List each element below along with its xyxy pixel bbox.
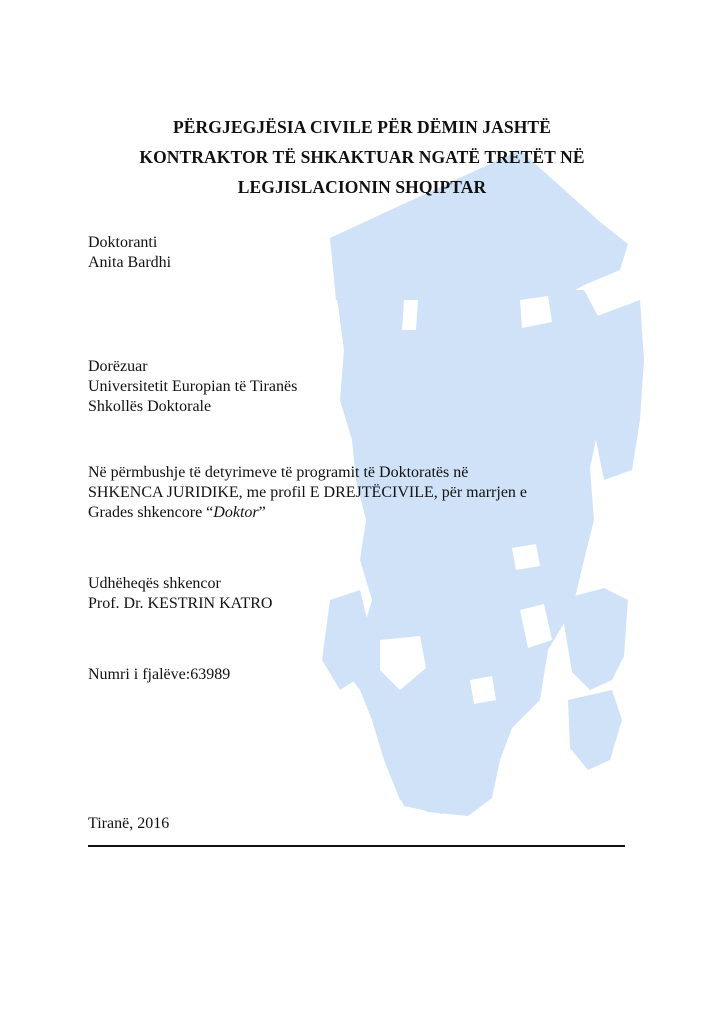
supervisor-block (88, 574, 272, 614)
fulfillment-statement (88, 463, 527, 523)
fulfillment-line-1: Në përmbushje të detyrimeve të programit të Doktoratës në (88, 464, 469, 481)
candidate-name: Anita Bardhi (88, 254, 172, 271)
submission-block (88, 357, 297, 417)
word-count-text: Numri i fjalëve:63989 (88, 666, 231, 683)
fulfillment-line-2: SHKENCA JURIDIKE, me profil E DREJTËCIVILE, për marrjen e (88, 484, 528, 501)
place-date (88, 814, 169, 834)
supervisor-name: Prof. Dr. KESTRIN KATRO (88, 595, 273, 612)
submitted-label: Dorëzuar (88, 358, 148, 375)
university-name: Universitetit Europian të Tiranës (88, 378, 298, 395)
degree-prefix: Grades shkencore “ (88, 504, 214, 521)
place-date-text: Tiranë, 2016 (88, 815, 170, 832)
degree-title: Doktor (213, 504, 259, 521)
candidate-block (88, 233, 171, 273)
title-line-3: LEGJISLACIONIN SHQIPTAR (237, 177, 487, 197)
document-title (60, 112, 664, 202)
title-line-2: KONTRAKTOR TË SHKAKTUAR NGATË TRETËT NË (139, 147, 585, 167)
degree-suffix: ” (258, 504, 266, 521)
school-name: Shkollës Doktorale (88, 398, 212, 415)
footer-divider (88, 845, 625, 847)
candidate-label: Doktoranti (88, 234, 158, 251)
fulfillment-line-3 (88, 503, 527, 523)
supervisor-label: Udhëheqës shkencor (88, 575, 221, 592)
title-line-1: PËRGJEGJËSIA CIVILE PËR DËMIN JASHTË (173, 117, 551, 137)
word-count (88, 665, 230, 685)
